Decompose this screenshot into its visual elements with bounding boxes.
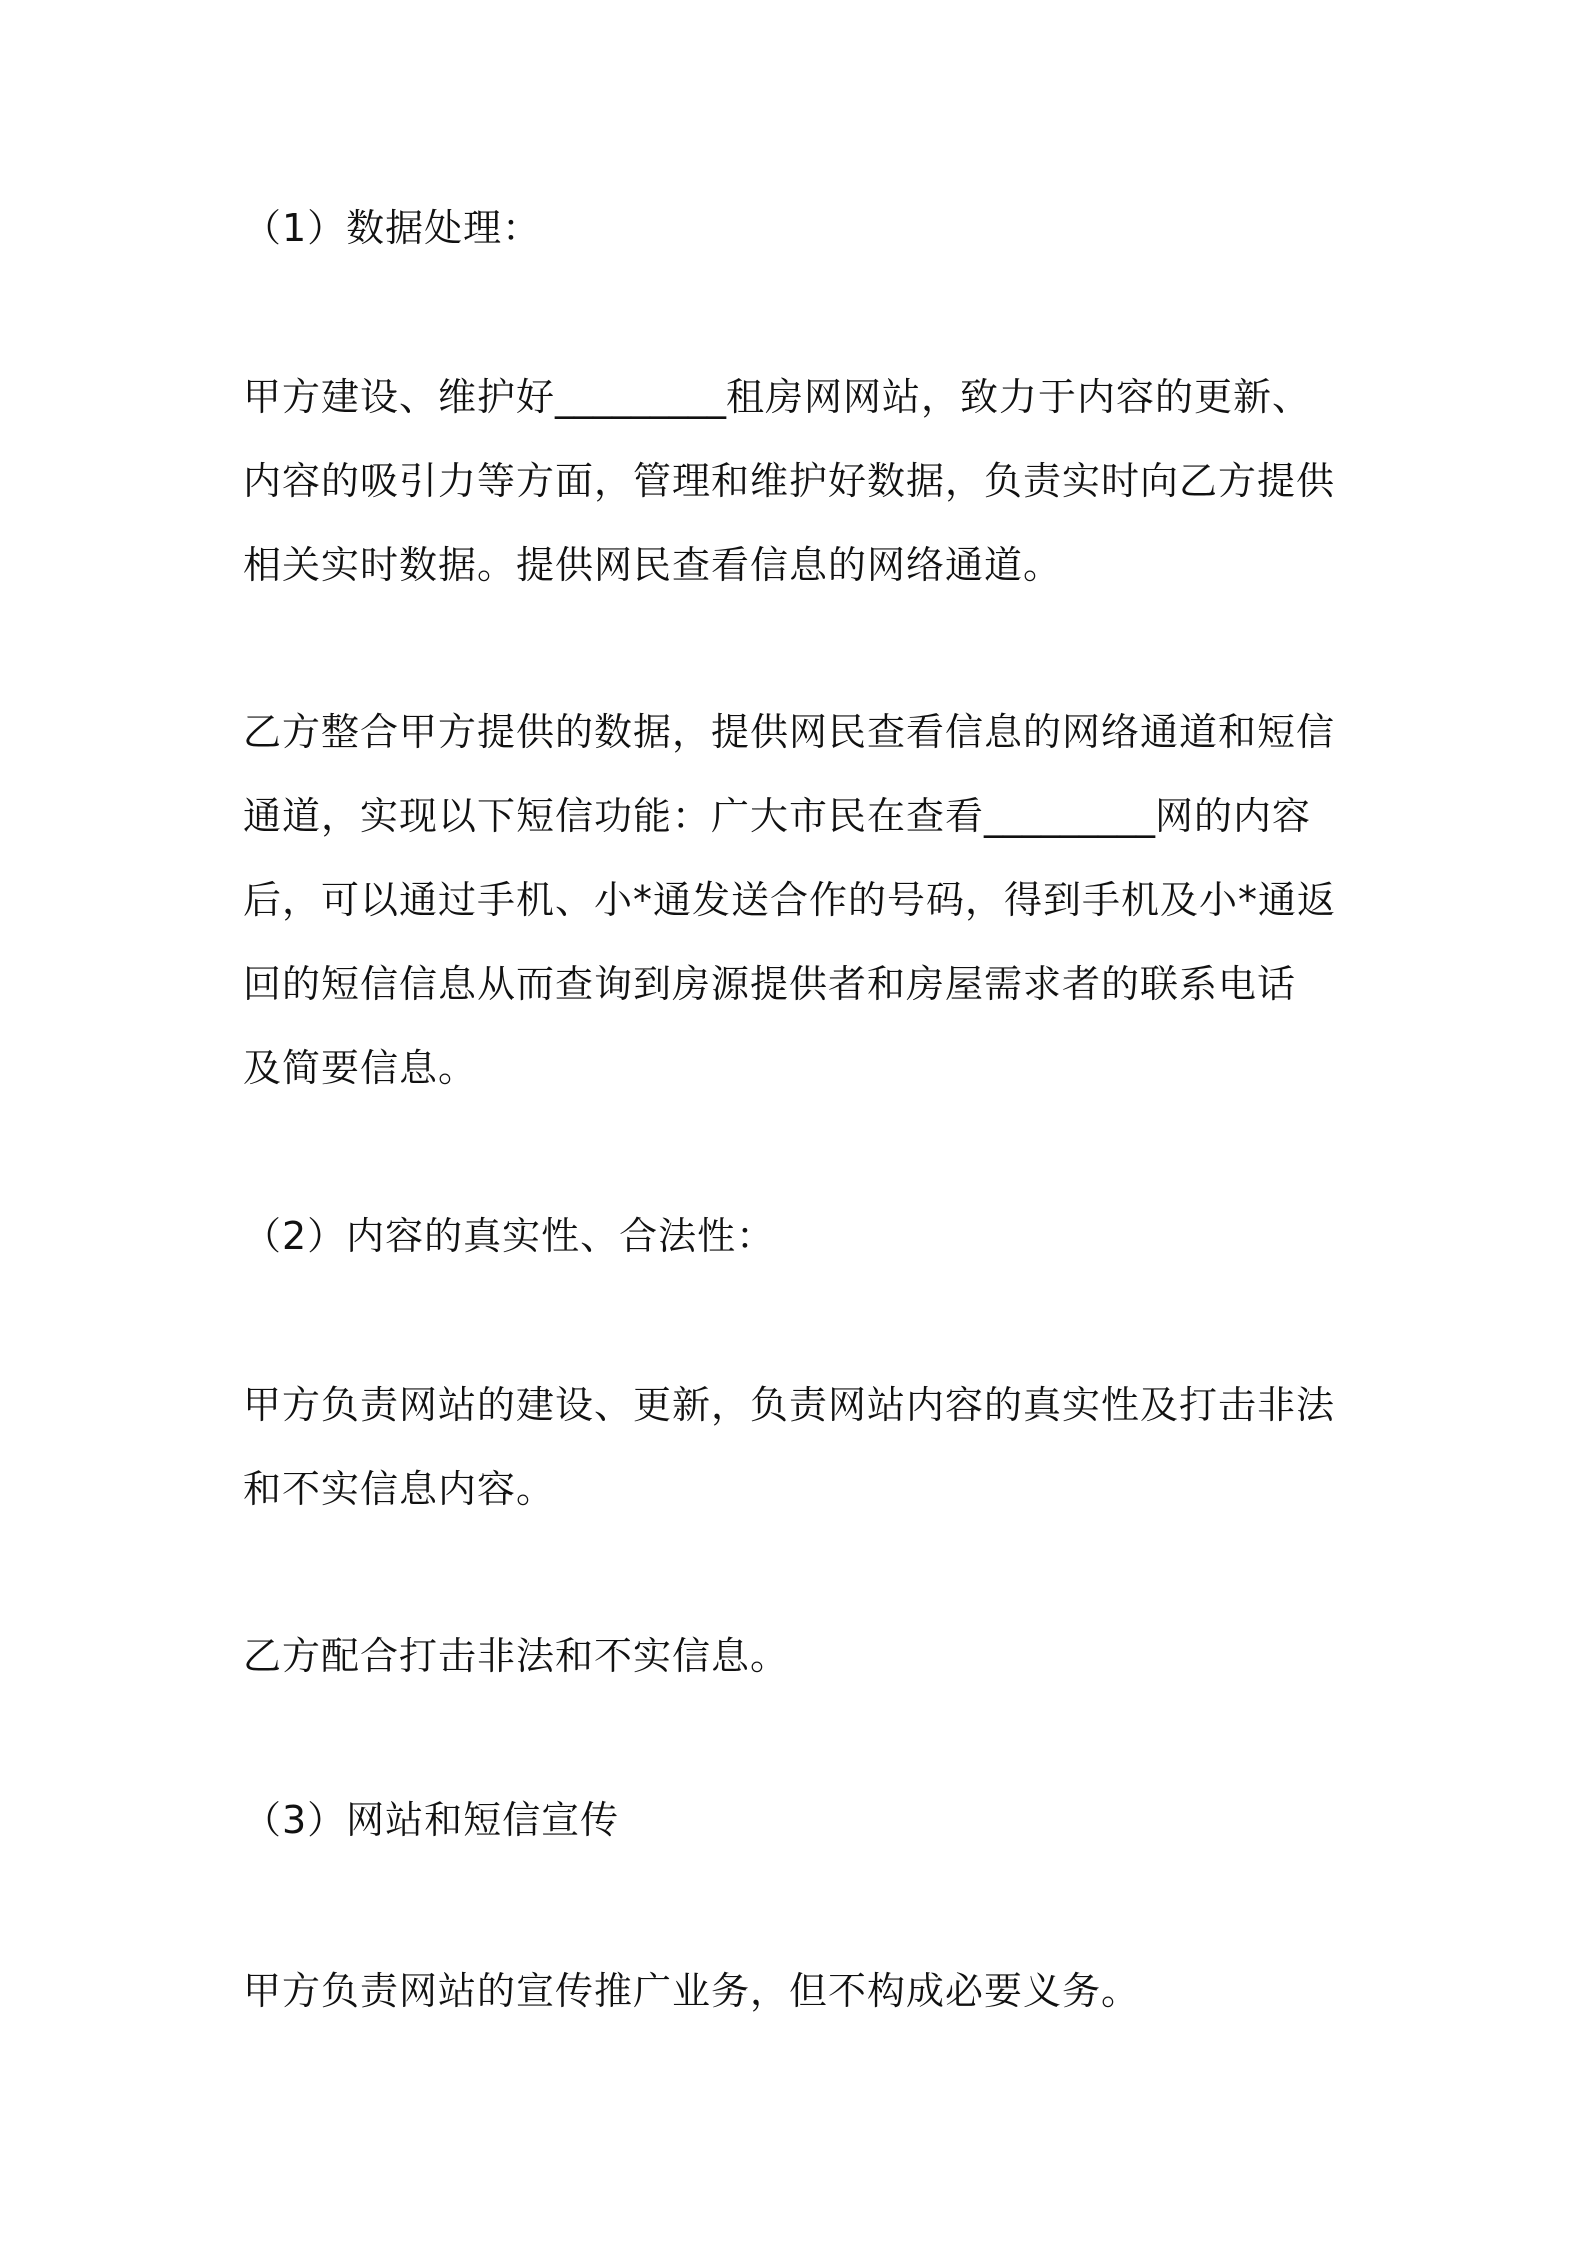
section-1-para-1-line-2: 内容的吸引力等方面，管理和维护好数据，负责实时向乙方提供 bbox=[243, 459, 1336, 503]
text-segment: 通道，实现以下短信功能：广大市民在查看 bbox=[243, 794, 985, 838]
section-3-para-1-line-1: 甲方负责网站的宣传推广业务，但不构成必要义务。 bbox=[243, 1969, 1141, 2013]
section-1-para-2-line-5: 及简要信息。 bbox=[243, 1046, 478, 1090]
section-1-para-1-line-1 bbox=[243, 355, 1311, 439]
section-2-para-2-line-1: 乙方配合打击非法和不实信息。 bbox=[243, 1634, 790, 1678]
section-3-heading: （3）网站和短信宣传 bbox=[243, 1798, 620, 1842]
section-1-heading: （1）数据处理： bbox=[243, 206, 542, 250]
section-2-heading: （2）内容的真实性、合法性： bbox=[243, 1214, 776, 1258]
text-segment: 甲方建设、维护好 bbox=[243, 375, 556, 419]
section-2-para-1-line-2: 和不实信息内容。 bbox=[243, 1467, 556, 1511]
section-1-para-2-line-4: 回的短信信息从而查询到房源提供者和房屋需求者的联系电话 bbox=[243, 962, 1297, 1006]
section-1-para-2-line-3: 后，可以通过手机、小*通发送合作的号码，得到手机及小*通返 bbox=[243, 878, 1337, 922]
section-1-para-2-line-2 bbox=[243, 774, 1311, 858]
text-segment: 网的内容 bbox=[1155, 794, 1312, 838]
fill-in-blank: _________ bbox=[555, 375, 727, 419]
text-segment: 租房网网站，致力于内容的更新、 bbox=[726, 375, 1312, 419]
section-2-para-1-line-1: 甲方负责网站的建设、更新，负责网站内容的真实性及打击非法 bbox=[243, 1383, 1336, 1427]
fill-in-blank: _________ bbox=[984, 794, 1156, 838]
section-1-para-1-line-3: 相关实时数据。提供网民查看信息的网络通道。 bbox=[243, 543, 1063, 587]
section-1-para-2-line-1: 乙方整合甲方提供的数据，提供网民查看信息的网络通道和短信 bbox=[243, 710, 1336, 754]
